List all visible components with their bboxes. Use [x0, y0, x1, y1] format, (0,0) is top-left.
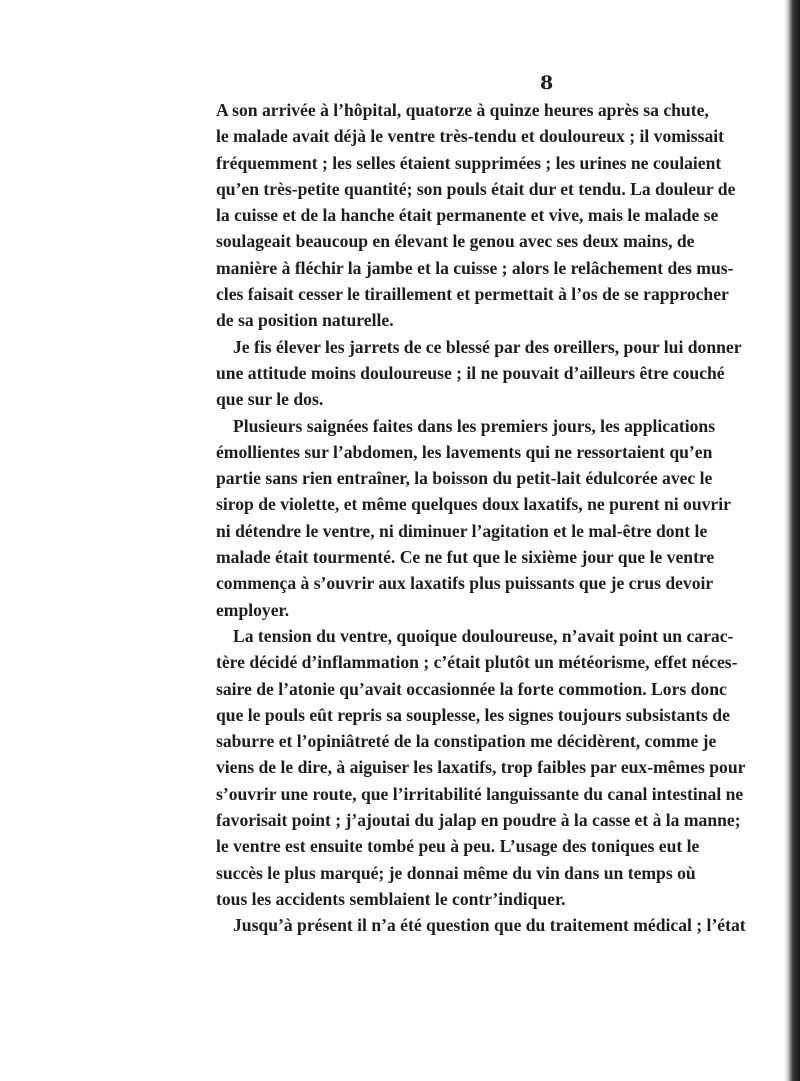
- text-line: Jusqu’à présent il n’a été question que du traitement médical ; l’état: [233, 915, 746, 936]
- text-line: La tension du ventre, quoique douloureuse, n’avait point un carac-: [233, 625, 734, 646]
- text-line: tous les accidents semblaient le contr’indiquer.: [216, 888, 566, 909]
- text-line: le ventre est ensuite tombé peu à peu. L’usage des toniques eut le: [216, 836, 700, 857]
- text-line: saire de l’atonie qu’avait occasionnée la forte commotion. Lors donc: [216, 678, 727, 699]
- text-line: soulageait beaucoup en élevant le genou avec ses deux mains, de: [216, 231, 695, 252]
- body-text: [216, 97, 746, 939]
- paragraph-4: [216, 623, 746, 912]
- text-line: une attitude moins douloureuse ; il ne pouvait d’ailleurs être couché: [216, 362, 725, 383]
- text-line: saburre et l’opiniâtreté de la constipation me décidèrent, comme je: [216, 731, 717, 752]
- paragraph-1: [216, 97, 736, 334]
- text-line: A son arrivée à l’hôpital, quatorze à quinze heures après sa chute,: [216, 100, 709, 120]
- text-line: succès le plus marqué; je donnai même du vin dans un temps où: [216, 862, 696, 883]
- text-line: Je fis élever les jarrets de ce blessé par des oreillers, pour lui donner: [233, 336, 742, 357]
- text-line: émollientes sur l’abdomen, les lavements qui ne ressortaient qu’en: [216, 441, 713, 462]
- text-line: tère décidé d’inflammation ; c’était plutôt un météorisme, effet néces-: [216, 652, 738, 673]
- text-line: commença à s’ouvrir aux laxatifs plus puissants que je crus devoir: [216, 573, 714, 594]
- text-line: que sur le dos.: [216, 389, 324, 410]
- text-line: s’ouvrir une route, que l’irritabilité languissante du canal intestinal ne: [216, 783, 744, 804]
- page-binding-edge: [784, 0, 800, 1081]
- text-line: de sa position naturelle.: [216, 310, 394, 331]
- text-line: la cuisse et de la hanche était permanente et vive, mais le malade se: [216, 205, 719, 226]
- text-line: employer.: [216, 599, 290, 620]
- text-line: manière à fléchir la jambe et la cuisse ; alors le relâchement des mus-: [216, 257, 734, 278]
- text-line: malade était tourmenté. Ce ne fut que le sixième jour que le ventre: [216, 547, 715, 568]
- paragraph-5: [216, 912, 746, 938]
- text-line: ni détendre le ventre, ni diminuer l’agitation et le mal-être dont le: [216, 520, 708, 541]
- text-line: le malade avait déjà le ventre très-tendu et douloureux ; il vomissait: [216, 126, 725, 147]
- paragraph-3: [216, 413, 731, 623]
- text-line: sirop de violette, et même quelques doux laxatifs, ne purent ni ouvrir: [216, 494, 731, 515]
- page-number: 8: [540, 72, 554, 94]
- text-line: que le pouls eût repris sa souplesse, les signes toujours subsistants de: [216, 704, 730, 725]
- text-line: partie sans rien entraîner, la boisson du petit-lait édulcorée avec le: [216, 468, 713, 489]
- text-line: Plusieurs saignées faites dans les premiers jours, les applications: [233, 415, 716, 436]
- text-line: viens de le dire, à aiguiser les laxatifs, trop faibles par eux-mêmes pour: [216, 757, 746, 778]
- text-line: fréquemment ; les selles étaient supprimées ; les urines ne coulaient: [216, 152, 722, 173]
- text-line: favorisait point ; j’ajoutai du jalap en poudre à la casse et à la manne;: [216, 810, 741, 831]
- text-line: cles faisait cesser le tiraillement et permettait à l’os de se rapprocher: [216, 284, 729, 305]
- paragraph-2: [216, 334, 742, 413]
- text-line: qu’en très-petite quantité; son pouls était dur et tendu. La douleur de: [216, 178, 736, 199]
